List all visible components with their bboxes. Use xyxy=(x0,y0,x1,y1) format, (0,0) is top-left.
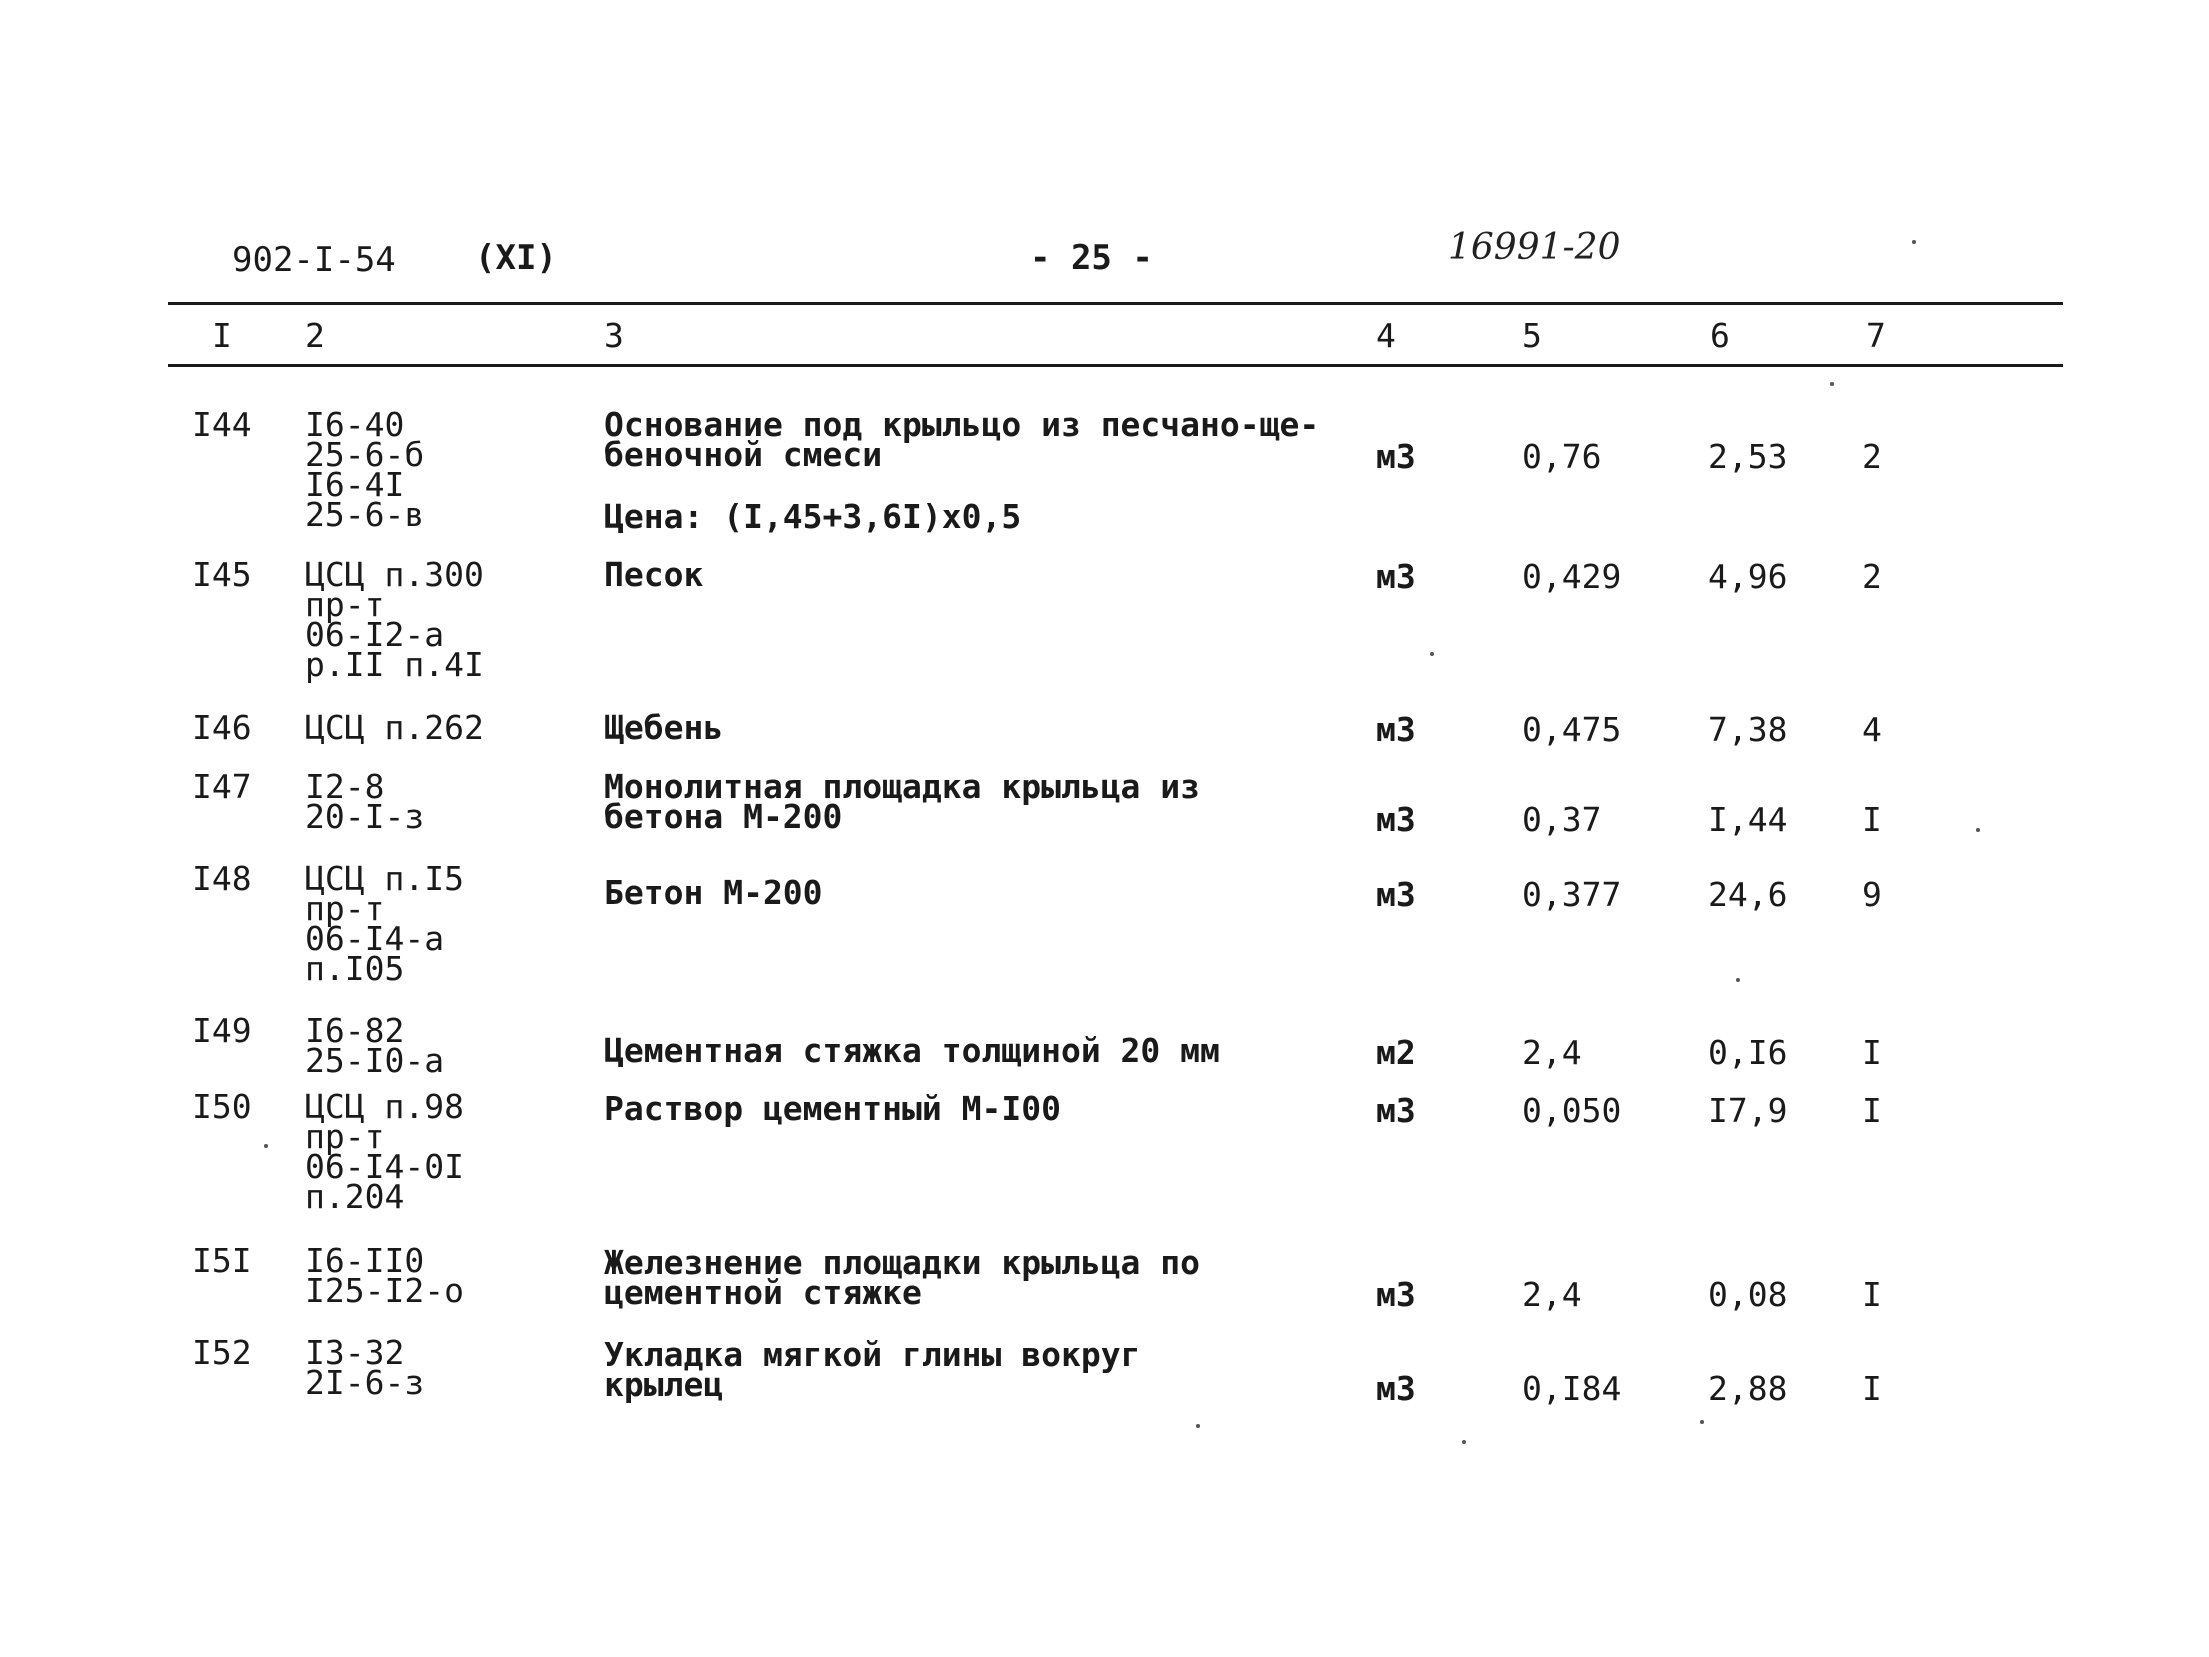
scan-speck xyxy=(1430,652,1434,656)
handwritten-inventory-number: 16991-20 xyxy=(1448,227,1621,268)
row-unit: м3 xyxy=(1376,557,1416,596)
scan-speck xyxy=(264,1144,268,1148)
column-header-3: 3 xyxy=(604,316,624,355)
table-top-rule xyxy=(168,302,2063,305)
column-header-5: 5 xyxy=(1522,316,1542,355)
page-number: - 25 - xyxy=(1030,238,1153,278)
row-quantity: 0,050 xyxy=(1522,1091,1622,1130)
scan-speck xyxy=(1912,240,1916,244)
scan-speck xyxy=(1462,1440,1466,1444)
row-quantity: 0,475 xyxy=(1522,710,1622,749)
scan-speck xyxy=(1196,1424,1200,1428)
row-rate: I7,9 xyxy=(1708,1091,1788,1130)
row-reference: ЦСЦ п.98 пр-т 06-I4-0I п.204 xyxy=(305,1087,464,1216)
sheet-number: (XI) xyxy=(475,238,557,278)
scan-speck xyxy=(1830,382,1834,386)
row-unit: м3 xyxy=(1376,437,1416,476)
row-quantity: 0,37 xyxy=(1522,800,1602,839)
row-total: I xyxy=(1862,1275,1882,1314)
document-code: 902-I-54 xyxy=(232,240,396,280)
row-description: Раствор цементный М-I00 xyxy=(604,1089,1061,1128)
row-description: Бетон М-200 xyxy=(604,873,823,912)
row-total: I xyxy=(1862,800,1882,839)
row-total: 4 xyxy=(1862,710,1882,749)
page-header xyxy=(0,0,2209,300)
row-quantity: 0,76 xyxy=(1522,437,1602,476)
row-total: 9 xyxy=(1862,875,1882,914)
row-reference: I6-82 25-I0-а xyxy=(305,1011,445,1080)
row-quantity: 0,429 xyxy=(1522,557,1622,596)
row-rate: 0,08 xyxy=(1708,1275,1788,1314)
column-header-7: 7 xyxy=(1866,316,1886,355)
row-total: 2 xyxy=(1862,437,1882,476)
row-unit: м3 xyxy=(1376,800,1416,839)
row-rate: 4,96 xyxy=(1708,557,1788,596)
row-reference: ЦСЦ п.262 xyxy=(305,708,484,747)
row-number: I45 xyxy=(192,555,252,594)
column-header-6: 6 xyxy=(1710,316,1730,355)
row-reference: I6-II0 I25-I2-о xyxy=(305,1241,464,1310)
row-rate: 2,53 xyxy=(1708,437,1788,476)
row-quantity: 0,377 xyxy=(1522,875,1622,914)
row-total: I xyxy=(1862,1033,1882,1072)
row-description: Цементная стяжка толщиной 20 мм xyxy=(604,1031,1220,1070)
row-unit: м2 xyxy=(1376,1033,1416,1072)
row-description: Щебень xyxy=(604,708,724,747)
row-number: I5I xyxy=(192,1241,252,1280)
scan-speck xyxy=(1700,1420,1704,1424)
row-total: 2 xyxy=(1862,557,1882,596)
scan-speck xyxy=(1976,828,1980,832)
scan-speck xyxy=(1736,978,1740,982)
row-reference: ЦСЦ п.300 пр-т 06-I2-а р.II п.4I xyxy=(305,555,484,684)
row-reference: ЦСЦ п.I5 пр-т 06-I4-а п.I05 xyxy=(305,859,464,988)
row-reference: I2-8 20-I-з xyxy=(305,767,425,836)
column-header-4: 4 xyxy=(1376,316,1396,355)
row-unit: м3 xyxy=(1376,875,1416,914)
row-description: Основание под крыльцо из песчано-ще- беночной смеси xyxy=(604,405,1320,474)
row-number: I48 xyxy=(192,859,252,898)
column-header-1: I xyxy=(212,316,232,355)
column-header-2: 2 xyxy=(305,316,325,355)
row-quantity: 2,4 xyxy=(1522,1033,1582,1072)
row-number: I52 xyxy=(192,1333,252,1372)
row-number: I47 xyxy=(192,767,252,806)
row-unit: м3 xyxy=(1376,1091,1416,1130)
row-total: I xyxy=(1862,1091,1882,1130)
row-rate: I,44 xyxy=(1708,800,1788,839)
row-rate: 0,I6 xyxy=(1708,1033,1788,1072)
row-price-note: Цена: (I,45+3,6I)x0,5 xyxy=(604,497,1022,536)
row-description: Песок xyxy=(604,555,704,594)
row-rate: 24,6 xyxy=(1708,875,1788,914)
row-rate: 7,38 xyxy=(1708,710,1788,749)
row-number: I49 xyxy=(192,1011,252,1050)
row-number: I50 xyxy=(192,1087,252,1126)
row-reference: I3-32 2I-6-з xyxy=(305,1333,425,1402)
row-rate: 2,88 xyxy=(1708,1369,1788,1408)
row-description: Монолитная площадка крыльца из бетона М-200 xyxy=(604,767,1201,836)
row-quantity: 0,I84 xyxy=(1522,1369,1622,1408)
row-number: I46 xyxy=(192,708,252,747)
row-description: Железнение площадки крыльца по цементной стяжке xyxy=(604,1243,1201,1312)
row-description: Укладка мягкой глины вокруг крылец xyxy=(604,1335,1141,1404)
table-header-rule xyxy=(168,364,2063,367)
row-reference: I6-40 25-6-б I6-4I 25-6-в xyxy=(305,405,425,534)
row-quantity: 2,4 xyxy=(1522,1275,1582,1314)
row-number: I44 xyxy=(192,405,252,444)
row-unit: м3 xyxy=(1376,1369,1416,1408)
row-unit: м3 xyxy=(1376,710,1416,749)
row-unit: м3 xyxy=(1376,1275,1416,1314)
row-total: I xyxy=(1862,1369,1882,1408)
